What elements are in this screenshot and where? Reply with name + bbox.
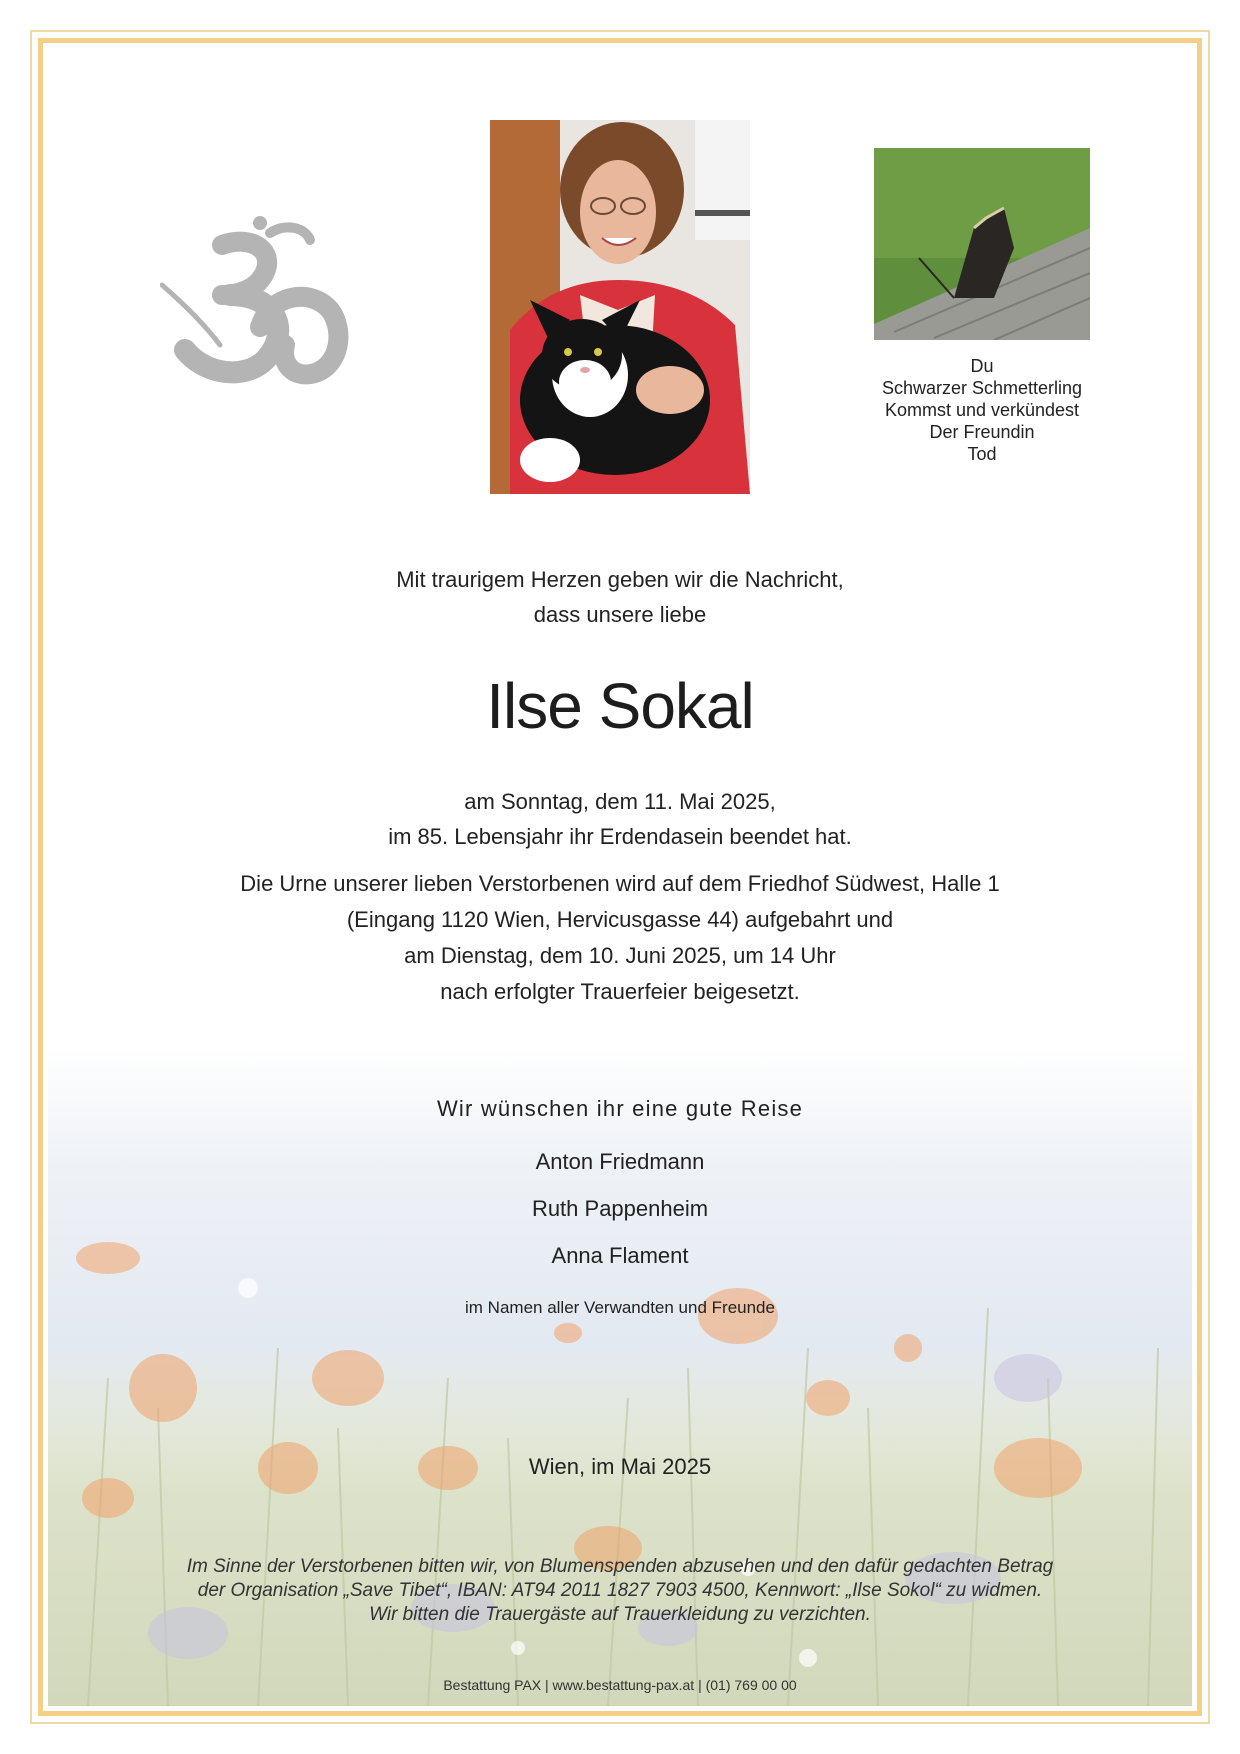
- death-notice: [0, 784, 1240, 854]
- om-symbol: [160, 215, 370, 415]
- butterfly-photo: [874, 148, 1090, 340]
- burial-details: [0, 866, 1240, 1010]
- farewell-wish: Wir wünschen ihr eine gute Reise: [436, 1096, 804, 1121]
- note-line-2: der Organisation „Save Tibet“, IBAN: AT94 2011 1827 7903 4500, Kennwort: „Ilse Sokol“ zu widmen.: [197, 1580, 1043, 1601]
- poem-line: Der Freundin: [929, 422, 1035, 442]
- poem-line: Du: [970, 356, 994, 376]
- poem-line: Schwarzer Schmetterling: [881, 378, 1083, 398]
- signer-name: Anton Friedmann: [535, 1149, 705, 1174]
- burial-line-1: Die Urne unserer lieben Verstorbenen wird auf dem Friedhof Südwest, Halle 1: [240, 871, 1000, 896]
- signer-name: Ruth Pappenheim: [531, 1196, 709, 1221]
- death-date: am Sonntag, dem 11. Mai 2025,: [464, 789, 776, 814]
- family-line: im Namen aller Verwandten und Freunde: [465, 1298, 775, 1317]
- donation-note: [0, 1555, 1240, 1627]
- note-line-3: Wir bitten die Trauergäste auf Trauerkleidung zu verzichten.: [369, 1604, 871, 1625]
- intro-line-1: Mit traurigem Herzen geben wir die Nachricht,: [396, 567, 844, 592]
- death-age: im 85. Lebensjahr ihr Erdendasein beendet hat.: [388, 824, 852, 849]
- poem-line: Kommst und verkündest: [884, 400, 1080, 420]
- footer-contact: Bestattung PAX | www.bestattung-pax.at | (01) 769 00 00: [443, 1677, 797, 1693]
- signer-name: Anna Flament: [551, 1243, 689, 1268]
- place-date: Wien, im Mai 2025: [528, 1454, 712, 1479]
- burial-line-2: (Eingang 1120 Wien, Hervicusgasse 44) aufgebahrt und: [346, 907, 894, 932]
- announcement-intro: [0, 562, 1240, 632]
- portrait-photo: [490, 120, 750, 494]
- deceased-name: Ilse Sokal: [486, 670, 754, 742]
- intro-line-2: dass unsere liebe: [533, 602, 707, 627]
- note-line-1: Im Sinne der Verstorbenen bitten wir, von Blumenspenden abzusehen und den dafür gedachten Betrag: [186, 1556, 1054, 1577]
- poem: [860, 355, 1104, 465]
- burial-line-3: am Dienstag, dem 10. Juni 2025, um 14 Uhr: [404, 943, 836, 968]
- poem-line: Tod: [967, 444, 997, 464]
- burial-line-4: nach erfolgter Trauerfeier beigesetzt.: [440, 979, 800, 1004]
